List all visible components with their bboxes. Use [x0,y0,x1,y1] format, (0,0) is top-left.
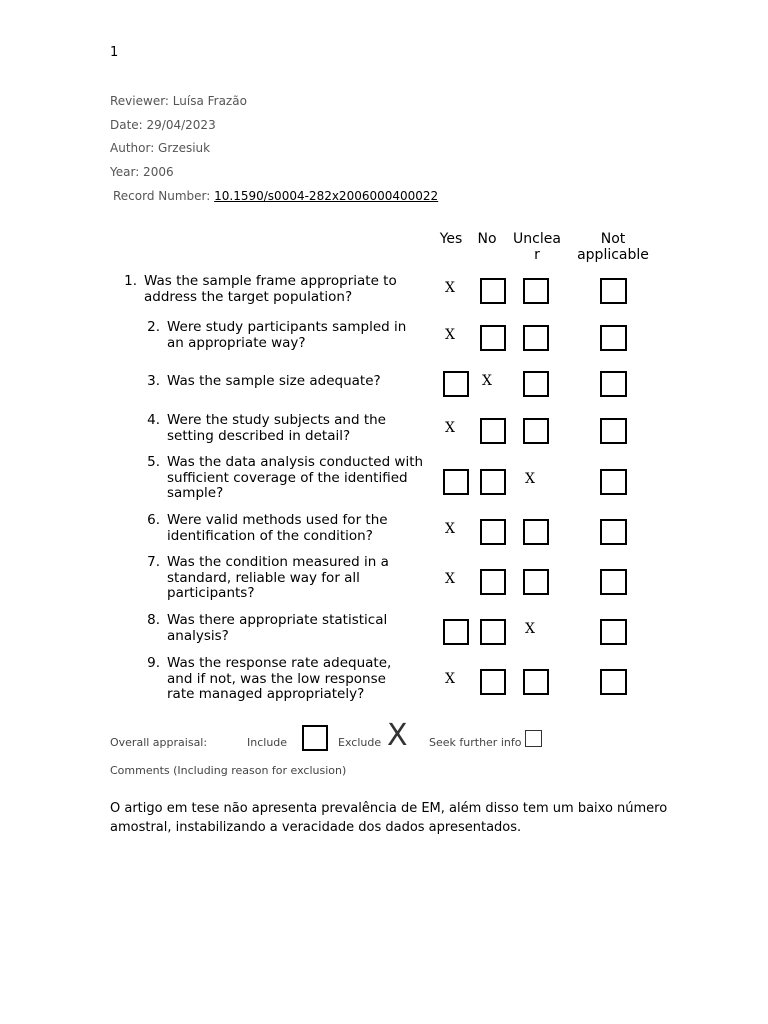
question-number: 9. [147,655,160,671]
record-number-label: Record Number: [113,189,211,203]
answer-checkbox-no[interactable] [480,325,506,351]
answer-checkbox-unclear[interactable] [523,519,549,545]
include-label: Include [247,736,288,749]
answer-x-mark-no[interactable]: X [482,373,492,389]
year-line: Year: 2006 [110,165,174,179]
question-text: Was the response rate adequate, and if not, was the low response rate managed appropriately? [167,655,392,702]
column-header-yes: Yes [439,231,463,247]
record-number-line [113,189,438,203]
answer-checkbox-na[interactable] [600,371,627,397]
question-text: Were valid methods used for the identification of the condition? [167,512,388,544]
answer-x-mark-unclear[interactable]: X [525,471,535,487]
question-text: Was the sample frame appropriate to address the target population? [144,273,397,305]
seek-further-info-checkbox[interactable] [525,730,542,747]
exclude-label: Exclude [338,736,382,749]
exclude-x-mark[interactable]: X [387,718,408,753]
answer-checkbox-yes[interactable] [443,619,469,645]
answer-checkbox-yes[interactable] [443,371,469,397]
date-line: Date: 29/04/2023 [110,118,216,132]
seek-further-info-label: Seek further info [429,736,522,749]
answer-checkbox-no[interactable] [480,519,506,545]
answer-checkbox-unclear[interactable] [523,569,549,595]
answer-checkbox-unclear[interactable] [523,418,549,444]
answer-checkbox-yes[interactable] [443,469,469,495]
answer-checkbox-na[interactable] [600,469,627,495]
question-text: Was the data analysis conducted with sufficient coverage of the identified sample? [167,454,424,501]
question-number: 7. [147,554,160,570]
overall-appraisal-label: Overall appraisal: [110,736,208,749]
answer-x-mark-yes[interactable]: X [445,327,455,343]
comment-text: O artigo em tese não apresenta prevalência de EM, além disso tem um baixo número amostral, instabilizando a veracidade dos dados apresentados. [110,801,668,835]
answer-checkbox-no[interactable] [480,669,506,695]
include-checkbox[interactable] [302,725,328,751]
answer-checkbox-na[interactable] [600,325,627,351]
author-line: Author: Grzesiuk [110,141,211,155]
column-header-no: No [477,231,497,247]
record-number-link[interactable]: 10.1590/s0004-282x2006000400022 [214,189,439,203]
answer-x-mark-yes[interactable]: X [445,521,455,537]
comments-label: Comments (Including reason for exclusion) [110,764,347,777]
column-header-unclear: Unclear [513,231,561,263]
answer-checkbox-no[interactable] [480,278,506,304]
answer-checkbox-na[interactable] [600,519,627,545]
answer-checkbox-no[interactable] [480,619,506,645]
question-number: 6. [147,512,160,528]
question-text: Were study participants sampled in an appropriate way? [167,319,407,351]
page-number: 1 [110,45,119,60]
answer-checkbox-no[interactable] [480,569,506,595]
answer-checkbox-no[interactable] [480,418,506,444]
answer-checkbox-na[interactable] [600,569,627,595]
answer-checkbox-unclear[interactable] [523,325,549,351]
reviewer-line: Reviewer: Luísa Frazão [110,94,247,108]
answer-x-mark-yes[interactable]: X [445,280,455,296]
answer-checkbox-na[interactable] [600,418,627,444]
column-header-not-applicable: Not applicable [577,231,649,263]
answer-checkbox-no[interactable] [480,469,506,495]
question-number: 8. [147,612,160,628]
answer-checkbox-na[interactable] [600,669,627,695]
answer-checkbox-na[interactable] [600,278,627,304]
question-number: 4. [147,412,160,428]
answer-x-mark-yes[interactable]: X [445,571,455,587]
answer-checkbox-unclear[interactable] [523,371,549,397]
answer-x-mark-unclear[interactable]: X [525,621,535,637]
question-text: Were the study subjects and the setting described in detail? [167,412,386,444]
question-number: 2. [147,319,160,335]
answer-x-mark-yes[interactable]: X [445,671,455,687]
question-text: Was the condition measured in a standard, reliable way for all participants? [167,554,389,601]
question-number: 5. [147,454,160,470]
answer-checkbox-unclear[interactable] [523,669,549,695]
question-text: Was there appropriate statistical analysis? [167,612,388,644]
answer-checkbox-unclear[interactable] [523,278,549,304]
answer-checkbox-na[interactable] [600,619,627,645]
question-text: Was the sample size adequate? [167,373,381,389]
question-number: 3. [147,373,160,389]
question-number: 1. [124,273,137,289]
answer-x-mark-yes[interactable]: X [445,420,455,436]
